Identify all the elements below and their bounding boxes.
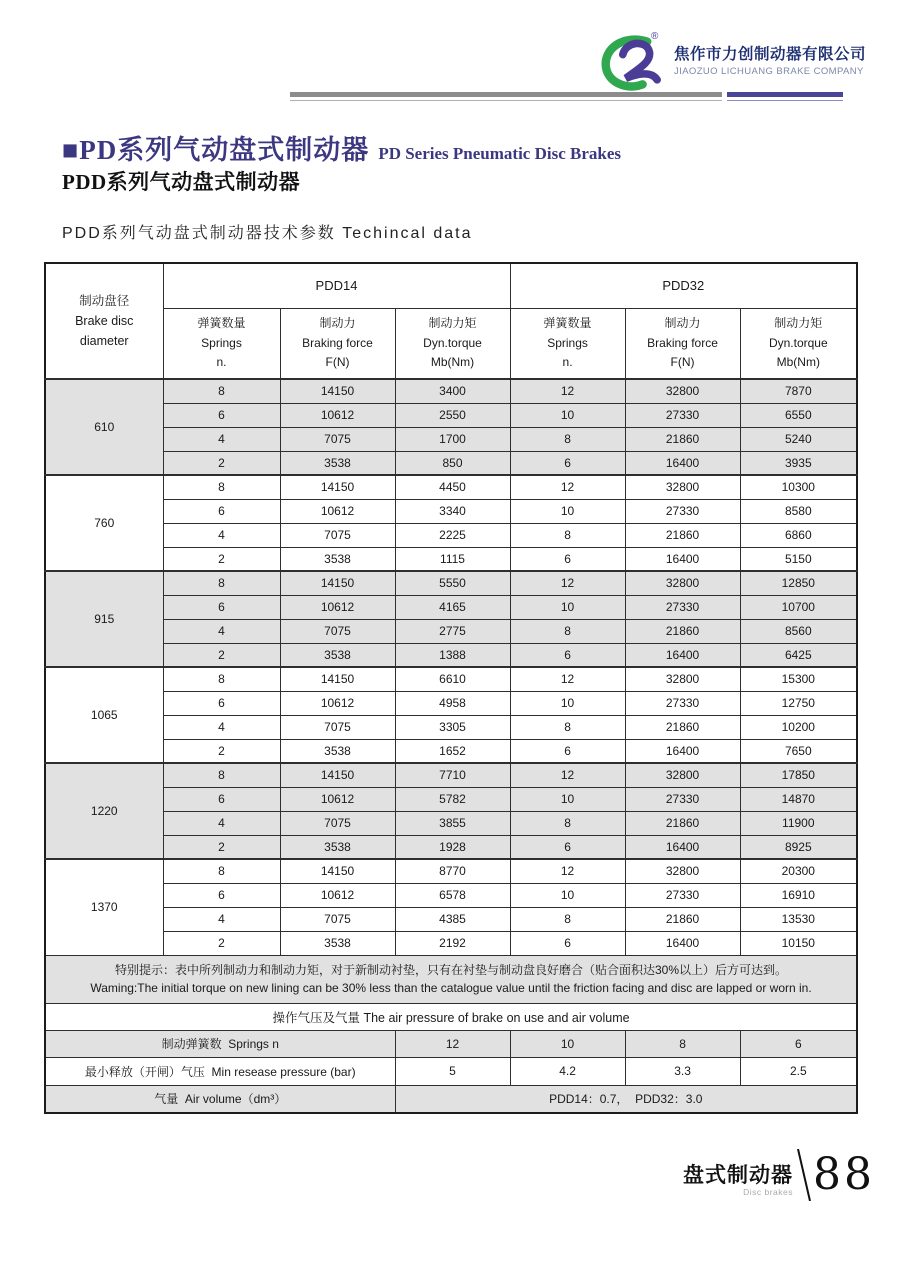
- pressure-value: 4.2: [510, 1057, 625, 1085]
- data-cell: 32800: [625, 571, 740, 595]
- footer-label-en: Disc brakes: [743, 1187, 793, 1197]
- data-cell: 8: [163, 379, 280, 403]
- header-braking-force-pdd32: 制动力 Braking force F(N): [625, 308, 740, 379]
- brake-disc-diameter-cell: 1220: [45, 763, 163, 859]
- data-cell: 12: [510, 667, 625, 691]
- warning-note-cn: 特别提示：表中所列制动力和制动力矩，对于新制动衬垫，只有在衬垫与制动盘良好磨合（贴合面积达30%以上）后方可达到。: [115, 962, 788, 977]
- data-cell: 3855: [395, 811, 510, 835]
- data-cell: 7075: [280, 427, 395, 451]
- header-group-pdd14: PDD14: [163, 263, 510, 308]
- data-cell: 10700: [740, 595, 857, 619]
- data-cell: 10612: [280, 787, 395, 811]
- data-cell: 14150: [280, 379, 395, 403]
- header-rule-gray: [290, 92, 722, 97]
- company-name-block: [674, 42, 874, 77]
- page-number: 88: [813, 1149, 875, 1200]
- data-cell: 4: [163, 907, 280, 931]
- springs-row-label: 制动弹簧数 Springs n: [45, 1030, 395, 1057]
- data-cell: 7075: [280, 907, 395, 931]
- data-cell: 21860: [625, 427, 740, 451]
- data-cell: 3538: [280, 835, 395, 859]
- footer-label-cn: 盘式制动器: [683, 1164, 793, 1187]
- data-cell: 5150: [740, 547, 857, 571]
- data-cell: 21860: [625, 715, 740, 739]
- data-cell: 3340: [395, 499, 510, 523]
- header-dyn-torque-pdd14: 制动力矩 Dyn.torque Mb(Nm): [395, 308, 510, 379]
- data-cell: 10612: [280, 691, 395, 715]
- table-body: [45, 379, 857, 955]
- data-cell: 10612: [280, 403, 395, 427]
- data-cell: 14150: [280, 571, 395, 595]
- data-cell: 7650: [740, 739, 857, 763]
- data-cell: 20300: [740, 859, 857, 883]
- company-name-en: JIAOZUO LICHUANG BRAKE COMPANY: [674, 66, 864, 77]
- pressure-value: 2.5: [740, 1057, 857, 1085]
- header-dyn-torque-pdd32: 制动力矩 Dyn.torque Mb(Nm): [740, 308, 857, 379]
- data-cell: 27330: [625, 595, 740, 619]
- data-cell: 8: [163, 763, 280, 787]
- data-cell: 4: [163, 619, 280, 643]
- data-cell: 8770: [395, 859, 510, 883]
- data-cell: 1652: [395, 739, 510, 763]
- data-cell: 3538: [280, 643, 395, 667]
- springs-value: 6: [740, 1030, 857, 1057]
- data-cell: 1388: [395, 643, 510, 667]
- header-rule-gray-thin: [290, 100, 722, 101]
- data-cell: 2: [163, 451, 280, 475]
- data-cell: 8: [510, 427, 625, 451]
- company-name-cn: 焦作市力创制动器有限公司: [674, 46, 867, 63]
- data-cell: 32800: [625, 859, 740, 883]
- data-cell: 6425: [740, 643, 857, 667]
- header-springs-pdd32: 弹簧数量 Springs n.: [510, 308, 625, 379]
- data-cell: 27330: [625, 499, 740, 523]
- data-cell: 10: [510, 403, 625, 427]
- data-cell: 6: [163, 691, 280, 715]
- data-cell: 3538: [280, 739, 395, 763]
- data-cell: 7075: [280, 811, 395, 835]
- data-cell: 8: [510, 619, 625, 643]
- data-cell: 16400: [625, 931, 740, 955]
- data-cell: 16400: [625, 451, 740, 475]
- brake-disc-diameter-cell: 610: [45, 379, 163, 475]
- data-cell: 14150: [280, 859, 395, 883]
- data-cell: 7075: [280, 619, 395, 643]
- registered-trademark-icon: ®: [651, 31, 659, 42]
- data-cell: 2550: [395, 403, 510, 427]
- data-cell: 12750: [740, 691, 857, 715]
- data-cell: 8580: [740, 499, 857, 523]
- data-cell: 27330: [625, 787, 740, 811]
- header-rule-purple: [727, 92, 843, 97]
- data-cell: 6550: [740, 403, 857, 427]
- data-cell: 4450: [395, 475, 510, 499]
- data-cell: 2: [163, 643, 280, 667]
- data-cell: 27330: [625, 883, 740, 907]
- data-cell: 27330: [625, 691, 740, 715]
- data-cell: 3935: [740, 451, 857, 475]
- data-cell: 8: [510, 715, 625, 739]
- header-braking-force-pdd14: 制动力 Braking force F(N): [280, 308, 395, 379]
- data-cell: 8: [163, 475, 280, 499]
- brake-disc-diameter-cell: 1370: [45, 859, 163, 955]
- company-logo: [596, 34, 674, 92]
- data-cell: 7870: [740, 379, 857, 403]
- data-cell: 4958: [395, 691, 510, 715]
- data-cell: 27330: [625, 403, 740, 427]
- springs-value: 12: [395, 1030, 510, 1057]
- data-cell: 2: [163, 931, 280, 955]
- header-brake-disc-diameter: 制动盘径 Brake disc diameter: [45, 263, 163, 379]
- brake-disc-diameter-cell: 760: [45, 475, 163, 571]
- data-cell: 16400: [625, 547, 740, 571]
- data-cell: 15300: [740, 667, 857, 691]
- data-cell: 17850: [740, 763, 857, 787]
- data-cell: 3538: [280, 931, 395, 955]
- data-cell: 5550: [395, 571, 510, 595]
- data-cell: 6: [510, 451, 625, 475]
- data-cell: 6: [510, 547, 625, 571]
- data-cell: 1928: [395, 835, 510, 859]
- footer-section-label: [683, 1159, 793, 1197]
- series-title-cn: ■PD系列气动盘式制动器: [62, 135, 370, 165]
- data-cell: 2: [163, 739, 280, 763]
- data-cell: 32800: [625, 667, 740, 691]
- data-cell: 10200: [740, 715, 857, 739]
- data-cell: 13530: [740, 907, 857, 931]
- data-cell: 8: [163, 571, 280, 595]
- data-cell: 8925: [740, 835, 857, 859]
- data-cell: 7075: [280, 715, 395, 739]
- data-cell: 21860: [625, 619, 740, 643]
- pressure-value: 5: [395, 1057, 510, 1085]
- data-cell: 8: [163, 667, 280, 691]
- data-cell: 7075: [280, 523, 395, 547]
- data-cell: 8: [510, 523, 625, 547]
- data-cell: 850: [395, 451, 510, 475]
- data-cell: 16400: [625, 835, 740, 859]
- data-cell: 32800: [625, 379, 740, 403]
- data-cell: 4: [163, 427, 280, 451]
- air-volume-label: 气量 Air volume（dm³）: [45, 1085, 395, 1113]
- data-cell: 21860: [625, 523, 740, 547]
- data-cell: 14150: [280, 667, 395, 691]
- data-cell: 6: [163, 883, 280, 907]
- series-title-en: PD Series Pneumatic Disc Brakes: [378, 144, 621, 163]
- data-cell: 6: [510, 931, 625, 955]
- data-cell: 6: [163, 499, 280, 523]
- springs-value: 10: [510, 1030, 625, 1057]
- data-cell: 10: [510, 883, 625, 907]
- warning-note: [45, 955, 857, 1003]
- data-cell: 6: [163, 595, 280, 619]
- data-cell: 2: [163, 547, 280, 571]
- footer-slash-icon: [795, 1149, 813, 1201]
- brake-disc-diameter-cell: 1065: [45, 667, 163, 763]
- warning-note-en: Waming:The initial torque on new lining can be 30% less than the catalogue value until the friction facing and disc are lapped or worn in.: [90, 981, 812, 996]
- table-title: PDD系列气动盘式制动器技术参数 Techincal data: [62, 225, 473, 242]
- data-cell: 10: [510, 691, 625, 715]
- series-title: [62, 128, 621, 167]
- data-cell: 4: [163, 715, 280, 739]
- data-cell: 10: [510, 499, 625, 523]
- logo-swirl-icon: [596, 34, 674, 92]
- data-cell: 6610: [395, 667, 510, 691]
- data-cell: 14150: [280, 475, 395, 499]
- air-pressure-section-title: 操作气压及气量 The air pressure of brake on use and air volume: [45, 1003, 857, 1030]
- data-cell: 6860: [740, 523, 857, 547]
- data-cell: 4: [163, 811, 280, 835]
- data-cell: 3305: [395, 715, 510, 739]
- data-cell: 4385: [395, 907, 510, 931]
- data-cell: 3400: [395, 379, 510, 403]
- data-cell: 7710: [395, 763, 510, 787]
- technical-data-table: [44, 262, 858, 1114]
- data-cell: 1700: [395, 427, 510, 451]
- page-footer: [683, 1146, 875, 1204]
- data-cell: 6: [510, 643, 625, 667]
- data-cell: 1115: [395, 547, 510, 571]
- header-rule-purple-thin: [727, 100, 843, 101]
- data-cell: 3538: [280, 547, 395, 571]
- header-springs-pdd14: 弹簧数量 Springs n.: [163, 308, 280, 379]
- data-cell: 5240: [740, 427, 857, 451]
- data-cell: 10150: [740, 931, 857, 955]
- data-cell: 5782: [395, 787, 510, 811]
- pressure-value: 3.3: [625, 1057, 740, 1085]
- data-cell: 16910: [740, 883, 857, 907]
- data-cell: 2192: [395, 931, 510, 955]
- data-cell: 10612: [280, 883, 395, 907]
- data-cell: 10612: [280, 499, 395, 523]
- data-cell: 8560: [740, 619, 857, 643]
- data-cell: 6: [510, 739, 625, 763]
- brake-disc-diameter-cell: 915: [45, 571, 163, 667]
- data-cell: 4165: [395, 595, 510, 619]
- data-cell: 3538: [280, 451, 395, 475]
- data-cell: 10: [510, 595, 625, 619]
- data-cell: 21860: [625, 811, 740, 835]
- data-cell: 14150: [280, 763, 395, 787]
- data-cell: 32800: [625, 475, 740, 499]
- subseries-title: PDD系列气动盘式制动器: [62, 170, 301, 194]
- data-cell: 12: [510, 763, 625, 787]
- data-cell: 12: [510, 859, 625, 883]
- data-cell: 11900: [740, 811, 857, 835]
- data-cell: 14870: [740, 787, 857, 811]
- data-cell: 6: [163, 787, 280, 811]
- data-cell: 6578: [395, 883, 510, 907]
- data-cell: 2775: [395, 619, 510, 643]
- data-cell: 6: [163, 403, 280, 427]
- data-cell: 8: [163, 859, 280, 883]
- data-cell: 10300: [740, 475, 857, 499]
- data-cell: 12850: [740, 571, 857, 595]
- data-cell: 6: [510, 835, 625, 859]
- data-cell: 12: [510, 475, 625, 499]
- data-cell: 8: [510, 907, 625, 931]
- data-cell: 10612: [280, 595, 395, 619]
- data-cell: 16400: [625, 643, 740, 667]
- data-cell: 12: [510, 571, 625, 595]
- header-group-pdd32: PDD32: [510, 263, 857, 308]
- data-cell: 10: [510, 787, 625, 811]
- data-cell: 2: [163, 835, 280, 859]
- data-cell: 2225: [395, 523, 510, 547]
- data-cell: 4: [163, 523, 280, 547]
- data-cell: 8: [510, 811, 625, 835]
- data-cell: 21860: [625, 907, 740, 931]
- air-volume-value: PDD14：0.7， PDD32：3.0: [395, 1085, 857, 1113]
- data-cell: 12: [510, 379, 625, 403]
- springs-value: 8: [625, 1030, 740, 1057]
- min-release-pressure-label: 最小释放（开闸）气压 Min resease pressure (bar): [45, 1057, 395, 1085]
- data-cell: 16400: [625, 739, 740, 763]
- data-cell: 32800: [625, 763, 740, 787]
